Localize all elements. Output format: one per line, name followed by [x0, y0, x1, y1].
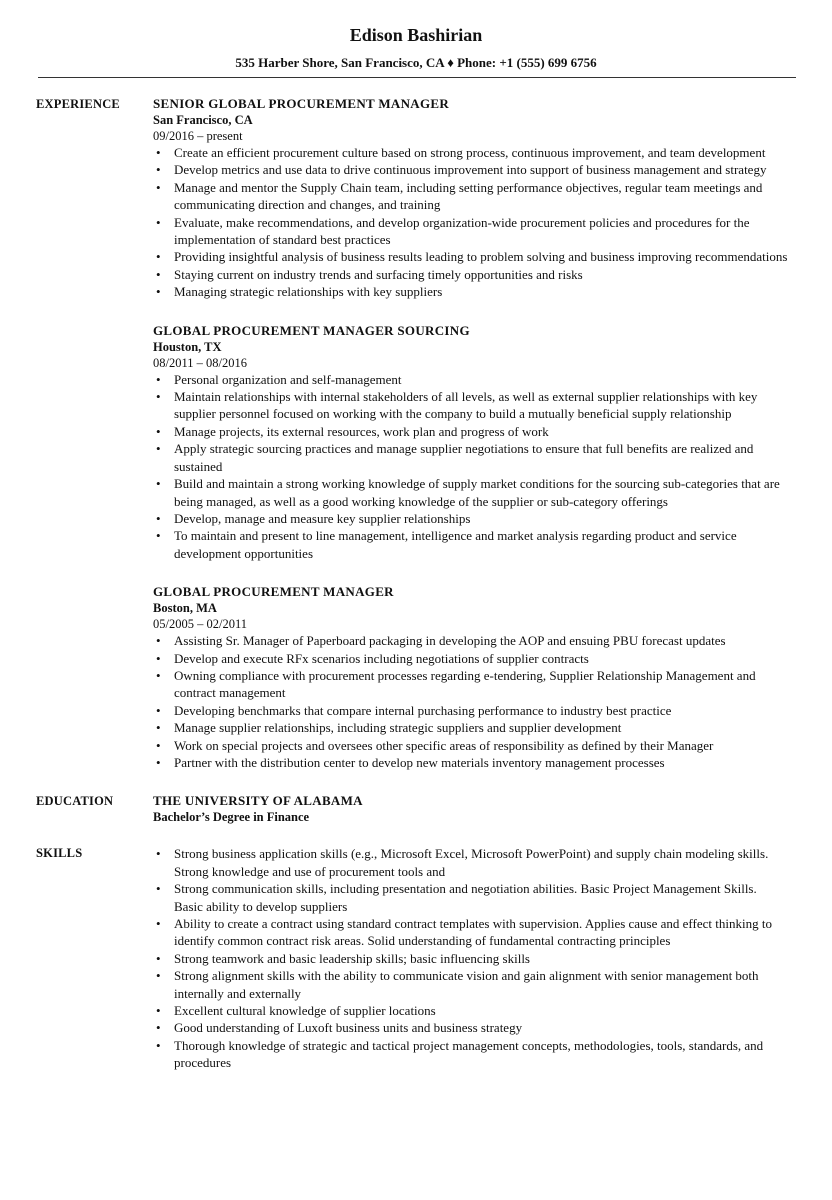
school-name: THE UNIVERSITY OF ALABAMA	[153, 793, 363, 809]
candidate-name: Edison Bashirian	[349, 25, 483, 45]
job-bullet: • To maintain and present to line management, intelligence and market analysis regarding product and service development opportunities	[153, 527, 788, 562]
job-bullet: • Assisting Sr. Manager of Paperboard packaging in developing the AOP and ensuing PBU forecast updates	[153, 632, 788, 649]
job-bullets	[153, 371, 788, 562]
experience-label: EXPERIENCE	[36, 97, 120, 111]
job-dates: 09/2016 – present	[153, 129, 243, 143]
job-location: San Francisco, CA	[153, 113, 253, 127]
job-bullet: • Develop metrics and use data to drive continuous improvement into support of business management and strategy	[153, 161, 788, 178]
job-bullets	[153, 632, 788, 771]
skills-section	[0, 845, 832, 1071]
job-entry	[153, 584, 788, 771]
job-bullet: • Manage supplier relationships, including strategic suppliers and supplier development	[153, 719, 788, 736]
education-section	[0, 793, 832, 825]
skill-item: • Thorough knowledge of strategic and tactical project management concepts, methodologies, tools, standards, and procedures	[153, 1037, 788, 1072]
skill-item: • Strong teamwork and basic leadership skills; basic influencing skills	[153, 950, 788, 967]
job-title: SENIOR GLOBAL PROCUREMENT MANAGER	[153, 96, 450, 111]
job-location: Boston, MA	[153, 601, 217, 616]
skill-item: • Good understanding of Luxoft business units and business strategy	[153, 1019, 788, 1036]
experience-section	[0, 96, 832, 771]
job-bullet: • Manage projects, its external resources, work plan and progress of work	[153, 423, 788, 440]
job-title: GLOBAL PROCUREMENT MANAGER SOURCING	[153, 322, 470, 338]
skill-item: • Strong business application skills (e.g., Microsoft Excel, Microsoft PowerPoint) and supply chain modeling skills. Strong knowledge and use of procurement tools and	[153, 845, 788, 880]
job-bullet: • Owning compliance with procurement processes regarding e-tendering, Supplier Relationship Management and contract management	[153, 667, 788, 702]
job-bullet: • Personal organization and self-management	[153, 371, 788, 388]
job-entry	[153, 323, 788, 562]
job-bullet: • Providing insightful analysis of business results leading to problem solving and business improving recommendations	[153, 248, 788, 265]
job-dates: 08/2011 – 08/2016	[153, 355, 247, 370]
job-title: GLOBAL PROCUREMENT MANAGER	[153, 584, 394, 600]
job-entry	[153, 96, 788, 301]
job-bullet: • Develop, manage and measure key supplier relationships	[153, 510, 788, 527]
skill-item: • Strong communication skills, including presentation and negotiation abilities. Basic Project Management Skills. Basic ability to develop suppliers	[153, 880, 788, 915]
contact-line: 535 Harber Shore, San Francisco, CA ♦ Phone: +1 (555) 699 6756	[235, 55, 597, 70]
job-bullet: • Maintain relationships with internal stakeholders of all levels, as well as external supplier relationships with key supplier personnel focused on working with the company to build a mutually beneficial supply relationship	[153, 388, 788, 423]
skills-label: SKILLS	[36, 846, 83, 861]
job-bullet: • Staying current on industry trends and surfacing timely opportunities and risks	[153, 266, 788, 283]
job-bullet: • Partner with the distribution center to develop new materials inventory management processes	[153, 754, 788, 771]
education-label: EDUCATION	[36, 794, 114, 809]
job-bullet: • Create an efficient procurement culture based on strong process, continuous improvement, and team development	[153, 144, 788, 161]
job-dates: 05/2005 – 02/2011	[153, 617, 247, 632]
job-bullet: • Apply strategic sourcing practices and manage supplier negotiations to ensure that full benefits are realized and sustained	[153, 440, 788, 475]
job-bullet: • Developing benchmarks that compare internal purchasing performance to industry best practice	[153, 702, 788, 719]
skill-item: • Strong alignment skills with the ability to communicate vision and gain alignment with senior management both internally and externally	[153, 967, 788, 1002]
job-bullet: • Develop and execute RFx scenarios including negotiations of supplier contracts	[153, 650, 788, 667]
job-bullets	[153, 144, 788, 301]
skill-item: • Excellent cultural knowledge of supplier locations	[153, 1002, 788, 1019]
job-bullet: • Evaluate, make recommendations, and develop organization-wide procurement policies and procedures for the implementation of standard best practices	[153, 214, 788, 249]
job-bullet: • Managing strategic relationships with key suppliers	[153, 283, 788, 300]
job-bullet: • Build and maintain a strong working knowledge of supply market conditions for the sourcing sub-categories that are being managed, as well as a good working knowledge of the supplier or sub-category offerings	[153, 475, 788, 510]
header-divider	[38, 77, 796, 78]
resume-header	[0, 0, 832, 78]
job-bullet: • Manage and mentor the Supply Chain team, including setting performance objectives, regular team meetings and communicating direction and changes, and training	[153, 179, 788, 214]
experience-list	[153, 96, 788, 771]
degree: Bachelor’s Degree in Finance	[153, 810, 310, 825]
skills-list	[153, 845, 788, 1071]
job-location: Houston, TX	[153, 339, 222, 354]
skill-item: • Ability to create a contract using standard contract templates with supervision. Applies cause and effect thinking to identify common contract risk areas. Solid understanding of fundamental contracting principles	[153, 915, 788, 950]
job-bullet: • Work on special projects and oversees other specific areas of responsibility as defined by their Manager	[153, 737, 788, 754]
